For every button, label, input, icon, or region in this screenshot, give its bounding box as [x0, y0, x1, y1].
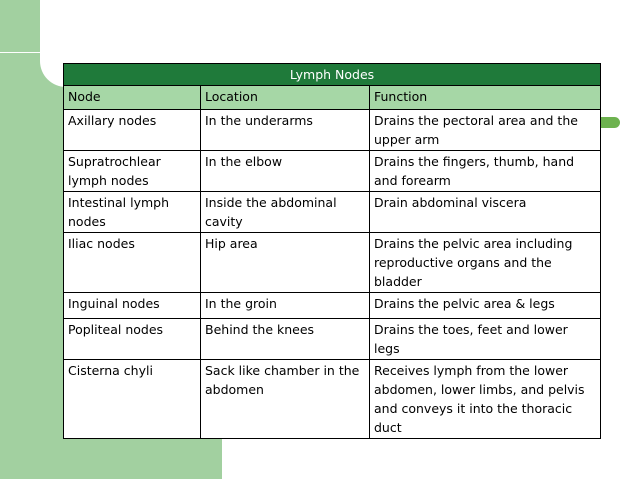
table-row: [64, 319, 601, 360]
table-header-row: [64, 86, 601, 110]
node-cell: Inguinal nodes: [64, 293, 201, 319]
location-cell: Behind the knees: [201, 319, 370, 360]
table-row: [64, 233, 601, 293]
header-function: Function: [370, 86, 601, 110]
table-row: [64, 151, 601, 192]
location-cell: In the elbow: [201, 151, 370, 192]
location-cell: In the groin: [201, 293, 370, 319]
header-node: Node: [64, 86, 201, 110]
header-location: Location: [201, 86, 370, 110]
node-cell: Popliteal nodes: [64, 319, 201, 360]
table-row: [64, 192, 601, 233]
table-row: [64, 360, 601, 439]
table-row: [64, 110, 601, 151]
node-cell: Axillary nodes: [64, 110, 201, 151]
function-cell: Drains the pelvic area & legs: [370, 293, 601, 319]
location-cell: Hip area: [201, 233, 370, 293]
function-cell: Drains the pelvic area including reproductive organs and the bladder: [370, 233, 601, 293]
function-cell: Drains the fingers, thumb, hand and forearm: [370, 151, 601, 192]
node-cell: Cisterna chyli: [64, 360, 201, 439]
table-row: [64, 293, 601, 319]
location-cell: Sack like chamber in the abdomen: [201, 360, 370, 439]
node-cell: Supratrochlear lymph nodes: [64, 151, 201, 192]
lymph-nodes-table: [63, 63, 601, 439]
function-cell: Receives lymph from the lower abdomen, lower limbs, and pelvis and conveys it into the thoracic duct: [370, 360, 601, 439]
function-cell: Drains the toes, feet and lower legs: [370, 319, 601, 360]
decorative-top-line: [0, 52, 638, 53]
table-title-row: [64, 64, 601, 86]
location-cell: Inside the abdominal cavity: [201, 192, 370, 233]
function-cell: Drains the pectoral area and the upper arm: [370, 110, 601, 151]
function-cell: Drain abdominal viscera: [370, 192, 601, 233]
node-cell: Intestinal lymph nodes: [64, 192, 201, 233]
location-cell: In the underarms: [201, 110, 370, 151]
node-cell: Iliac nodes: [64, 233, 201, 293]
table-title: Lymph Nodes: [64, 64, 601, 86]
